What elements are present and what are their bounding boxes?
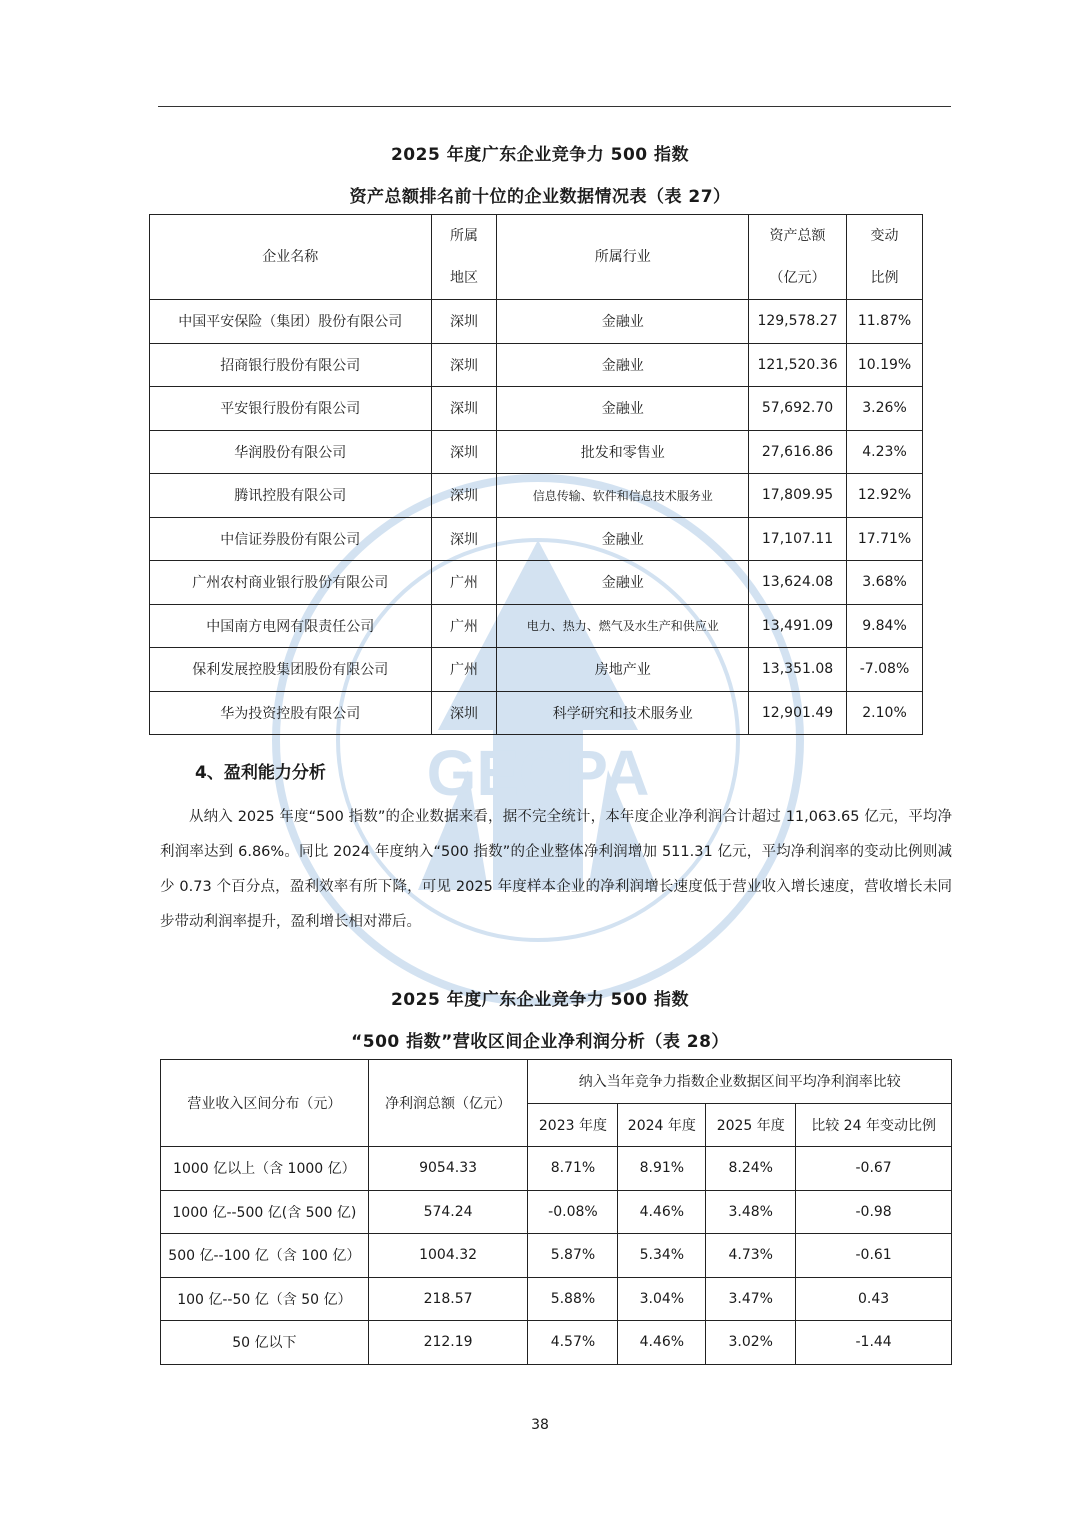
- cell-assets: 121,520.36: [749, 343, 847, 387]
- cell-industry: 科学研究和技术服务业: [497, 691, 749, 735]
- cell-2025: 8.24%: [706, 1147, 796, 1191]
- cell-change: 4.23%: [847, 430, 923, 474]
- cell-2023: 8.71%: [528, 1147, 618, 1191]
- cell-company: 中国南方电网有限责任公司: [150, 604, 432, 648]
- table27-header-row: [150, 215, 923, 300]
- table-row: [150, 648, 923, 692]
- cell-company: 招商银行股份有限公司: [150, 343, 432, 387]
- header-delta: 比较 24 年变动比例: [796, 1103, 952, 1147]
- header-assets-line1: 资产总额: [769, 228, 826, 244]
- cell-2024: 3.04%: [618, 1277, 706, 1321]
- cell-company: 保利发展控股集团股份有限公司: [150, 648, 432, 692]
- cell-range: 50 亿以下: [161, 1321, 369, 1365]
- cell-industry: 金融业: [497, 517, 749, 561]
- cell-2025: 3.47%: [706, 1277, 796, 1321]
- watermark-text: GECPA: [426, 737, 650, 809]
- cell-region: 深圳: [431, 430, 497, 474]
- table-row: [161, 1190, 952, 1234]
- cell-assets: 13,491.09: [749, 604, 847, 648]
- cell-2025: 3.02%: [706, 1321, 796, 1365]
- cell-delta: -1.44: [796, 1321, 952, 1365]
- cell-company: 华润股份有限公司: [150, 430, 432, 474]
- cell-change: 3.68%: [847, 561, 923, 605]
- cell-2023: 5.87%: [528, 1234, 618, 1278]
- cell-change: 9.84%: [847, 604, 923, 648]
- table-row: [161, 1147, 952, 1191]
- header-change-line1: 变动: [870, 228, 899, 244]
- analysis-paragraph: [160, 800, 952, 940]
- cell-profit: 212.19: [368, 1321, 528, 1365]
- cell-change: 17.71%: [847, 517, 923, 561]
- cell-industry: 电力、热力、燃气及水生产和供应业: [497, 604, 749, 648]
- header-net-profit: 净利润总额（亿元）: [368, 1060, 528, 1147]
- cell-2025: 3.48%: [706, 1190, 796, 1234]
- cell-delta: -0.98: [796, 1190, 952, 1234]
- cell-company: 华为投资控股有限公司: [150, 691, 432, 735]
- header-change-line2: 比例: [870, 270, 899, 286]
- cell-delta: -0.67: [796, 1147, 952, 1191]
- cell-change: 12.92%: [847, 474, 923, 518]
- header-region-line1: 所属: [450, 228, 478, 244]
- header-company-name: 企业名称: [150, 215, 432, 300]
- table-row: [161, 1321, 952, 1365]
- cell-assets: 17,809.95: [749, 474, 847, 518]
- cell-assets: 12,901.49: [749, 691, 847, 735]
- cell-2024: 4.46%: [618, 1321, 706, 1365]
- cell-change: 3.26%: [847, 387, 923, 431]
- cell-assets: 27,616.86: [749, 430, 847, 474]
- cell-region: 深圳: [431, 343, 497, 387]
- cell-profit: 218.57: [368, 1277, 528, 1321]
- cell-delta: -0.61: [796, 1234, 952, 1278]
- header-rule: [158, 106, 951, 107]
- cell-assets: 13,351.08: [749, 648, 847, 692]
- cell-change: 2.10%: [847, 691, 923, 735]
- cell-region: 深圳: [431, 691, 497, 735]
- cell-company: 中国平安保险（集团）股份有限公司: [150, 300, 432, 344]
- header-change: [847, 215, 923, 300]
- cell-region: 深圳: [431, 474, 497, 518]
- cell-profit: 1004.32: [368, 1234, 528, 1278]
- table-row: [150, 517, 923, 561]
- page-number: 38: [531, 1417, 549, 1433]
- table-28: [160, 1059, 952, 1365]
- header-2023: 2023 年度: [528, 1103, 618, 1147]
- section-heading: 4、盈利能力分析: [195, 763, 326, 783]
- cell-region: 深圳: [431, 387, 497, 431]
- table28-subtitle: “500 指数”营收区间企业净利润分析（表 28）: [351, 1032, 729, 1052]
- cell-2023: -0.08%: [528, 1190, 618, 1234]
- cell-company: 广州农村商业银行股份有限公司: [150, 561, 432, 605]
- table-row: [150, 343, 923, 387]
- cell-range: 1000 亿--500 亿(含 500 亿): [161, 1190, 369, 1234]
- cell-industry: 金融业: [497, 300, 749, 344]
- paragraph-text: 从纳入 2025 年度“500 指数”的企业数据来看，据不完全统计，本年度企业净利润合计超过 11,063.65 亿元，平均净利润率达到 6.86%。同比 2024 年度纳入“500 指数”的企业整体净利润增加 511.31 亿元，平均净利润率的变动比例则减少 0.73 个百分点，盈利效率有所下降，可见 2025 年度样本企业的净利润增长速度低于营业收入增长速度，营收增长未同步带动利润率提升，盈利增长相对滞后。: [160, 809, 952, 930]
- cell-change: -7.08%: [847, 648, 923, 692]
- header-region-line2: 地区: [450, 270, 478, 286]
- cell-assets: 13,624.08: [749, 561, 847, 605]
- header-region: [431, 215, 497, 300]
- cell-assets: 57,692.70: [749, 387, 847, 431]
- cell-profit: 9054.33: [368, 1147, 528, 1191]
- table-row: [150, 604, 923, 648]
- cell-industry: 房地产业: [497, 648, 749, 692]
- cell-range: 500 亿--100 亿（含 100 亿）: [161, 1234, 369, 1278]
- table-row: [150, 430, 923, 474]
- cell-change: 10.19%: [847, 343, 923, 387]
- table-27: [149, 214, 923, 735]
- table-row: [150, 387, 923, 431]
- header-assets-line2: （亿元）: [769, 270, 826, 286]
- table-row: [150, 474, 923, 518]
- cell-2023: 5.88%: [528, 1277, 618, 1321]
- table-row: [150, 691, 923, 735]
- cell-change: 11.87%: [847, 300, 923, 344]
- cell-region: 广州: [431, 604, 497, 648]
- cell-assets: 129,578.27: [749, 300, 847, 344]
- table27-subtitle: 资产总额排名前十位的企业数据情况表（表 27）: [349, 187, 731, 207]
- cell-delta: 0.43: [796, 1277, 952, 1321]
- table-row: [161, 1234, 952, 1278]
- cell-industry: 信息传输、软件和信息技术服务业: [497, 474, 749, 518]
- header-2024: 2024 年度: [618, 1103, 706, 1147]
- cell-company: 中信证券股份有限公司: [150, 517, 432, 561]
- header-revenue-range: 营业收入区间分布（元）: [161, 1060, 369, 1147]
- cell-2023: 4.57%: [528, 1321, 618, 1365]
- cell-region: 深圳: [431, 517, 497, 561]
- table-row: [161, 1277, 952, 1321]
- header-2025: 2025 年度: [706, 1103, 796, 1147]
- cell-2024: 5.34%: [618, 1234, 706, 1278]
- table28-header-row-1: [161, 1060, 952, 1104]
- cell-region: 深圳: [431, 300, 497, 344]
- header-assets: [749, 215, 847, 300]
- header-margin-group: 纳入当年竞争力指数企业数据区间平均净利润率比较: [528, 1060, 952, 1104]
- cell-region: 广州: [431, 561, 497, 605]
- cell-2025: 4.73%: [706, 1234, 796, 1278]
- cell-industry: 批发和零售业: [497, 430, 749, 474]
- cell-profit: 574.24: [368, 1190, 528, 1234]
- table28-title: 2025 年度广东企业竞争力 500 指数: [390, 990, 690, 1010]
- cell-range: 1000 亿以上（含 1000 亿）: [161, 1147, 369, 1191]
- cell-range: 100 亿--50 亿（含 50 亿）: [161, 1277, 369, 1321]
- table27-title: 2025 年度广东企业竞争力 500 指数: [390, 145, 690, 165]
- cell-region: 广州: [431, 648, 497, 692]
- cell-industry: 金融业: [497, 561, 749, 605]
- cell-industry: 金融业: [497, 343, 749, 387]
- cell-2024: 4.46%: [618, 1190, 706, 1234]
- cell-assets: 17,107.11: [749, 517, 847, 561]
- table-row: [150, 561, 923, 605]
- cell-2024: 8.91%: [618, 1147, 706, 1191]
- table-row: [150, 300, 923, 344]
- cell-company: 平安银行股份有限公司: [150, 387, 432, 431]
- header-industry: 所属行业: [497, 215, 749, 300]
- cell-company: 腾讯控股有限公司: [150, 474, 432, 518]
- cell-industry: 金融业: [497, 387, 749, 431]
